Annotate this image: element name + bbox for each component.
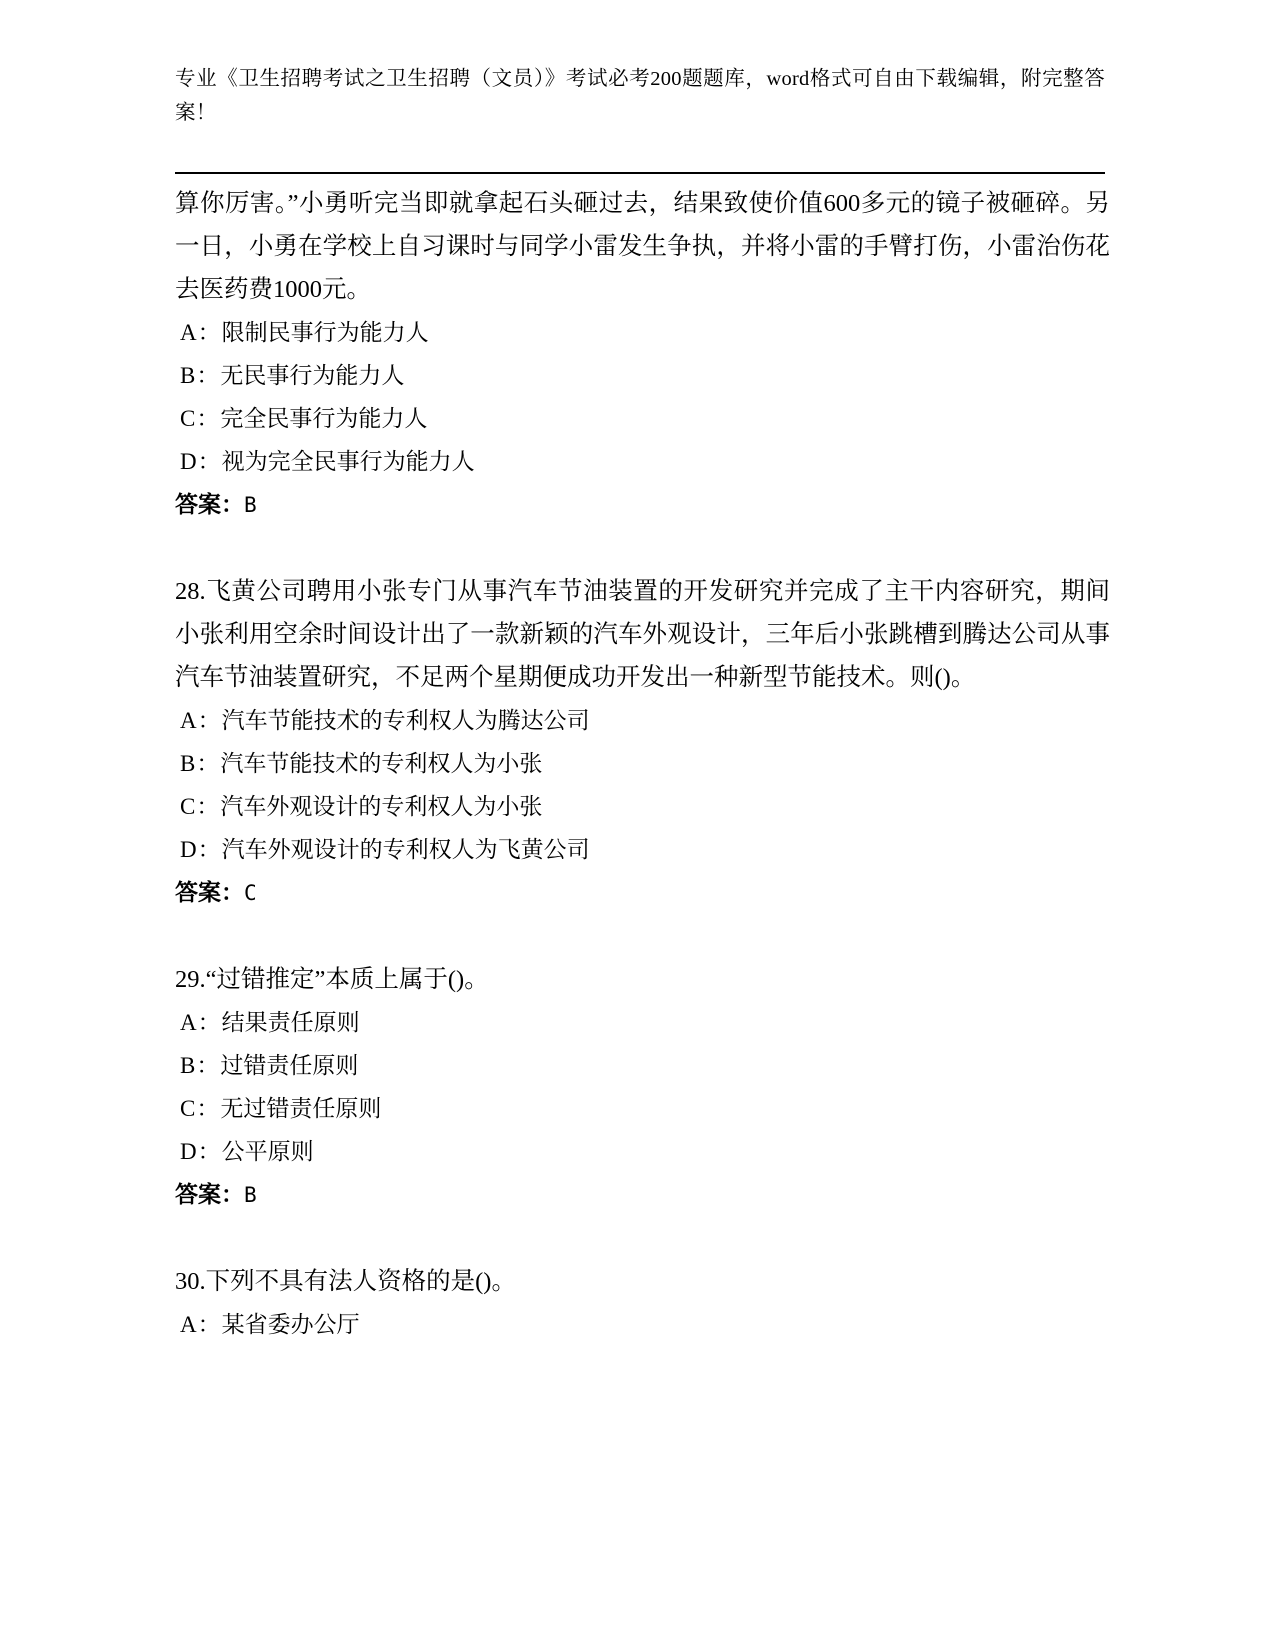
option-letter: D：: [180, 837, 222, 862]
option-letter: B：: [180, 1053, 221, 1078]
option-letter: A：: [180, 1010, 222, 1035]
option-letter: C：: [180, 406, 221, 431]
option-text: 无民事行为能力人: [220, 363, 405, 388]
answer-value: B: [244, 1183, 257, 1207]
option-item: [175, 1044, 1110, 1087]
answer-value: C: [244, 881, 257, 905]
option-letter: A：: [180, 1312, 222, 1337]
question-stem: [175, 570, 1110, 699]
answer-line: [175, 483, 1110, 527]
option-item: [175, 397, 1110, 440]
question-number: 29.: [175, 966, 206, 993]
answer-line: [175, 1173, 1110, 1217]
option-text: 汽车外观设计的专利权人为小张: [220, 794, 543, 819]
question-block-30: [175, 1260, 1110, 1346]
block-gap: [175, 915, 1110, 958]
option-letter: C：: [180, 794, 221, 819]
question-text: 飞黄公司聘用小张专门从事汽车节油装置的开发研究并完成了主干内容研究，期间小张利用空余时间设计出了一款新颖的汽车外观设计，三年后小张跳槽到腾达公司从事汽车节油装置研究，不足两个星期便成功开发出一种新型节能技术。则()。: [175, 578, 1110, 691]
answer-value: B: [244, 493, 257, 517]
continued-paragraph: 算你厉害。”小勇听完当即就拿起石头砸过去，结果致使价值600多元的镜子被砸碎。另一日，小勇在学校上自习课时与同学小雷发生争执，并将小雷的手臂打伤，小雷治伤花去医药费1000元。: [175, 190, 1110, 303]
option-item: [175, 828, 1110, 871]
question-stem: [175, 958, 1110, 1001]
answer-label: 答案：: [175, 880, 244, 905]
document-body: [175, 182, 1110, 1346]
answer-label: 答案：: [175, 1182, 244, 1207]
option-item: [175, 699, 1110, 742]
option-letter: C：: [180, 1096, 221, 1121]
block-gap: [175, 527, 1110, 570]
question-number: 30.: [175, 1268, 206, 1295]
option-letter: D：: [180, 449, 222, 474]
option-item: [175, 311, 1110, 354]
question-stem: [175, 1260, 1110, 1303]
answer-label: 答案：: [175, 492, 244, 517]
header-divider: [175, 172, 1105, 174]
block-gap: [175, 1217, 1110, 1260]
option-letter: D：: [180, 1139, 222, 1164]
option-item: [175, 1303, 1110, 1346]
option-item: [175, 785, 1110, 828]
question-block-29: [175, 958, 1110, 1217]
option-item: [175, 1087, 1110, 1130]
option-text: 汽车节能技术的专利权人为小张: [220, 751, 543, 776]
option-text: 完全民事行为能力人: [220, 406, 428, 431]
option-text: 视为完全民事行为能力人: [221, 449, 475, 474]
option-item: [175, 1001, 1110, 1044]
option-letter: A：: [180, 320, 222, 345]
question-block-28: [175, 570, 1110, 915]
option-item: [175, 440, 1110, 483]
continued-paragraph-block: [175, 182, 1110, 527]
page-header-title: 专业《卫生招聘考试之卫生招聘（文员）》考试必考200题题库，word格式可自由下载编辑，附完整答案！: [175, 68, 1105, 124]
question-text: 下列不具有法人资格的是()。: [205, 1268, 516, 1295]
option-text: 结果责任原则: [221, 1010, 360, 1035]
option-item: [175, 354, 1110, 397]
question-number: 28.: [175, 578, 206, 605]
option-letter: B：: [180, 363, 221, 388]
question-text: “过错推定”本质上属于()。: [205, 966, 489, 993]
option-text: 汽车节能技术的专利权人为腾达公司: [221, 708, 590, 733]
option-text: 限制民事行为能力人: [221, 320, 429, 345]
option-item: [175, 1130, 1110, 1173]
answer-line: [175, 871, 1110, 915]
option-text: 无过错责任原则: [220, 1096, 382, 1121]
option-text: 公平原则: [221, 1139, 314, 1164]
option-item: [175, 742, 1110, 785]
option-text: 某省委办公厅: [221, 1312, 360, 1337]
option-letter: B：: [180, 751, 221, 776]
option-text: 汽车外观设计的专利权人为飞黄公司: [221, 837, 590, 862]
option-letter: A：: [180, 708, 222, 733]
option-text: 过错责任原则: [220, 1053, 359, 1078]
